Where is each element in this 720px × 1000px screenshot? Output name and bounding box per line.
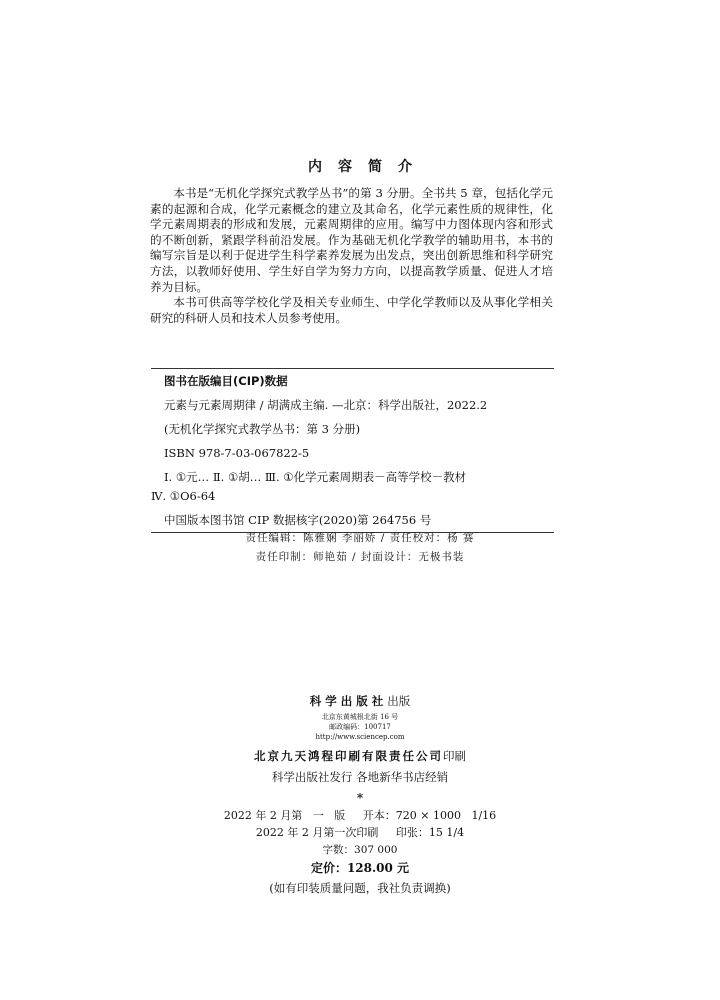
printing-line: 2022 年 2 月第一次印刷 印张：15 1/4 — [255, 825, 465, 839]
cip-title-line: 元素与元素周期律 / 胡满成主编. —北京：科学出版社，2022.2 — [164, 398, 488, 412]
cip-classification-cont: Ⅳ. ①O6-64 — [151, 489, 216, 503]
cip-classification: Ⅰ. ①元… Ⅱ. ①胡… Ⅲ. ①化学元素周期表－高等学校－教材 — [164, 470, 467, 484]
distribution-line: 科学出版社发行 各地新华书店经销 — [271, 770, 449, 784]
publication-info — [0, 696, 720, 895]
publisher-name: 科学出版社 — [309, 694, 388, 708]
publisher-url: http://www.sciencep.com — [315, 732, 405, 741]
separator-star: * — [356, 790, 364, 805]
publisher-postcode: 邮政编码：100717 — [329, 722, 391, 731]
quality-note: (如有印装质量问题，我社负责调换) — [269, 881, 451, 895]
cip-data-block — [151, 368, 554, 533]
printer-line — [0, 748, 720, 763]
content-summary-title: 内容简介 — [308, 159, 428, 175]
cip-record-number: 中国版本图书馆 CIP 数据核字(2020)第 264756 号 — [164, 513, 432, 527]
cip-series-line: (无机化学探究式教学丛书：第 3 分册) — [164, 422, 361, 436]
publisher-line — [0, 696, 720, 708]
summary-paragraph-2: 本书可供高等学校化学及相关专业师生、中学化学教师以及从事化学相关研究的科研人员和技术人员参考使用。 — [150, 295, 553, 325]
publisher-suffix: 出版 — [387, 694, 411, 708]
printer-name: 北京九天鸿程印刷有限责任公司 — [254, 748, 443, 763]
cip-isbn: ISBN 978-7-03-067822-5 — [164, 446, 310, 460]
production-credits: 责任印制：师艳茹 / 封面设计：无极书装 — [255, 551, 465, 563]
price: 定价：128.00 元 — [310, 861, 410, 875]
cip-heading: 图书在版编目(CIP)数据 — [164, 374, 288, 388]
summary-paragraph-1: 本书是“无机化学探究式教学丛书”的第 3 分册。全书共 5 章，包括化学元素的起源和合成，化学元素概念的建立及其命名，化学元素性质的规律性，化学元素周期表的形成和发展，元素周期律的应用。编写中力图体现内容和形式的不断创新，紧跟学科前沿发展。作为基础无机化学教学的辅助用书，本书的编写宗旨是以利于促进学生科学素养发展为出发点，突出创新思维和科学研究方法，以教师好使用、学生好自学为努力方向，以提高教学质量、促进人才培养为目标。 — [150, 186, 553, 294]
editor-credits: 责任编辑：陈雅娴 李丽娇 / 责任校对：杨 赛 — [245, 532, 475, 544]
publisher-address: 北京东黄城根北街 16 号 — [321, 712, 399, 721]
word-count: 字数：307 000 — [322, 843, 398, 856]
content-summary — [150, 186, 553, 326]
printer-suffix: 印刷 — [443, 748, 466, 763]
edition-line: 2022 年 2 月第 一 版 开本：720 × 1000 1/16 — [223, 808, 497, 822]
